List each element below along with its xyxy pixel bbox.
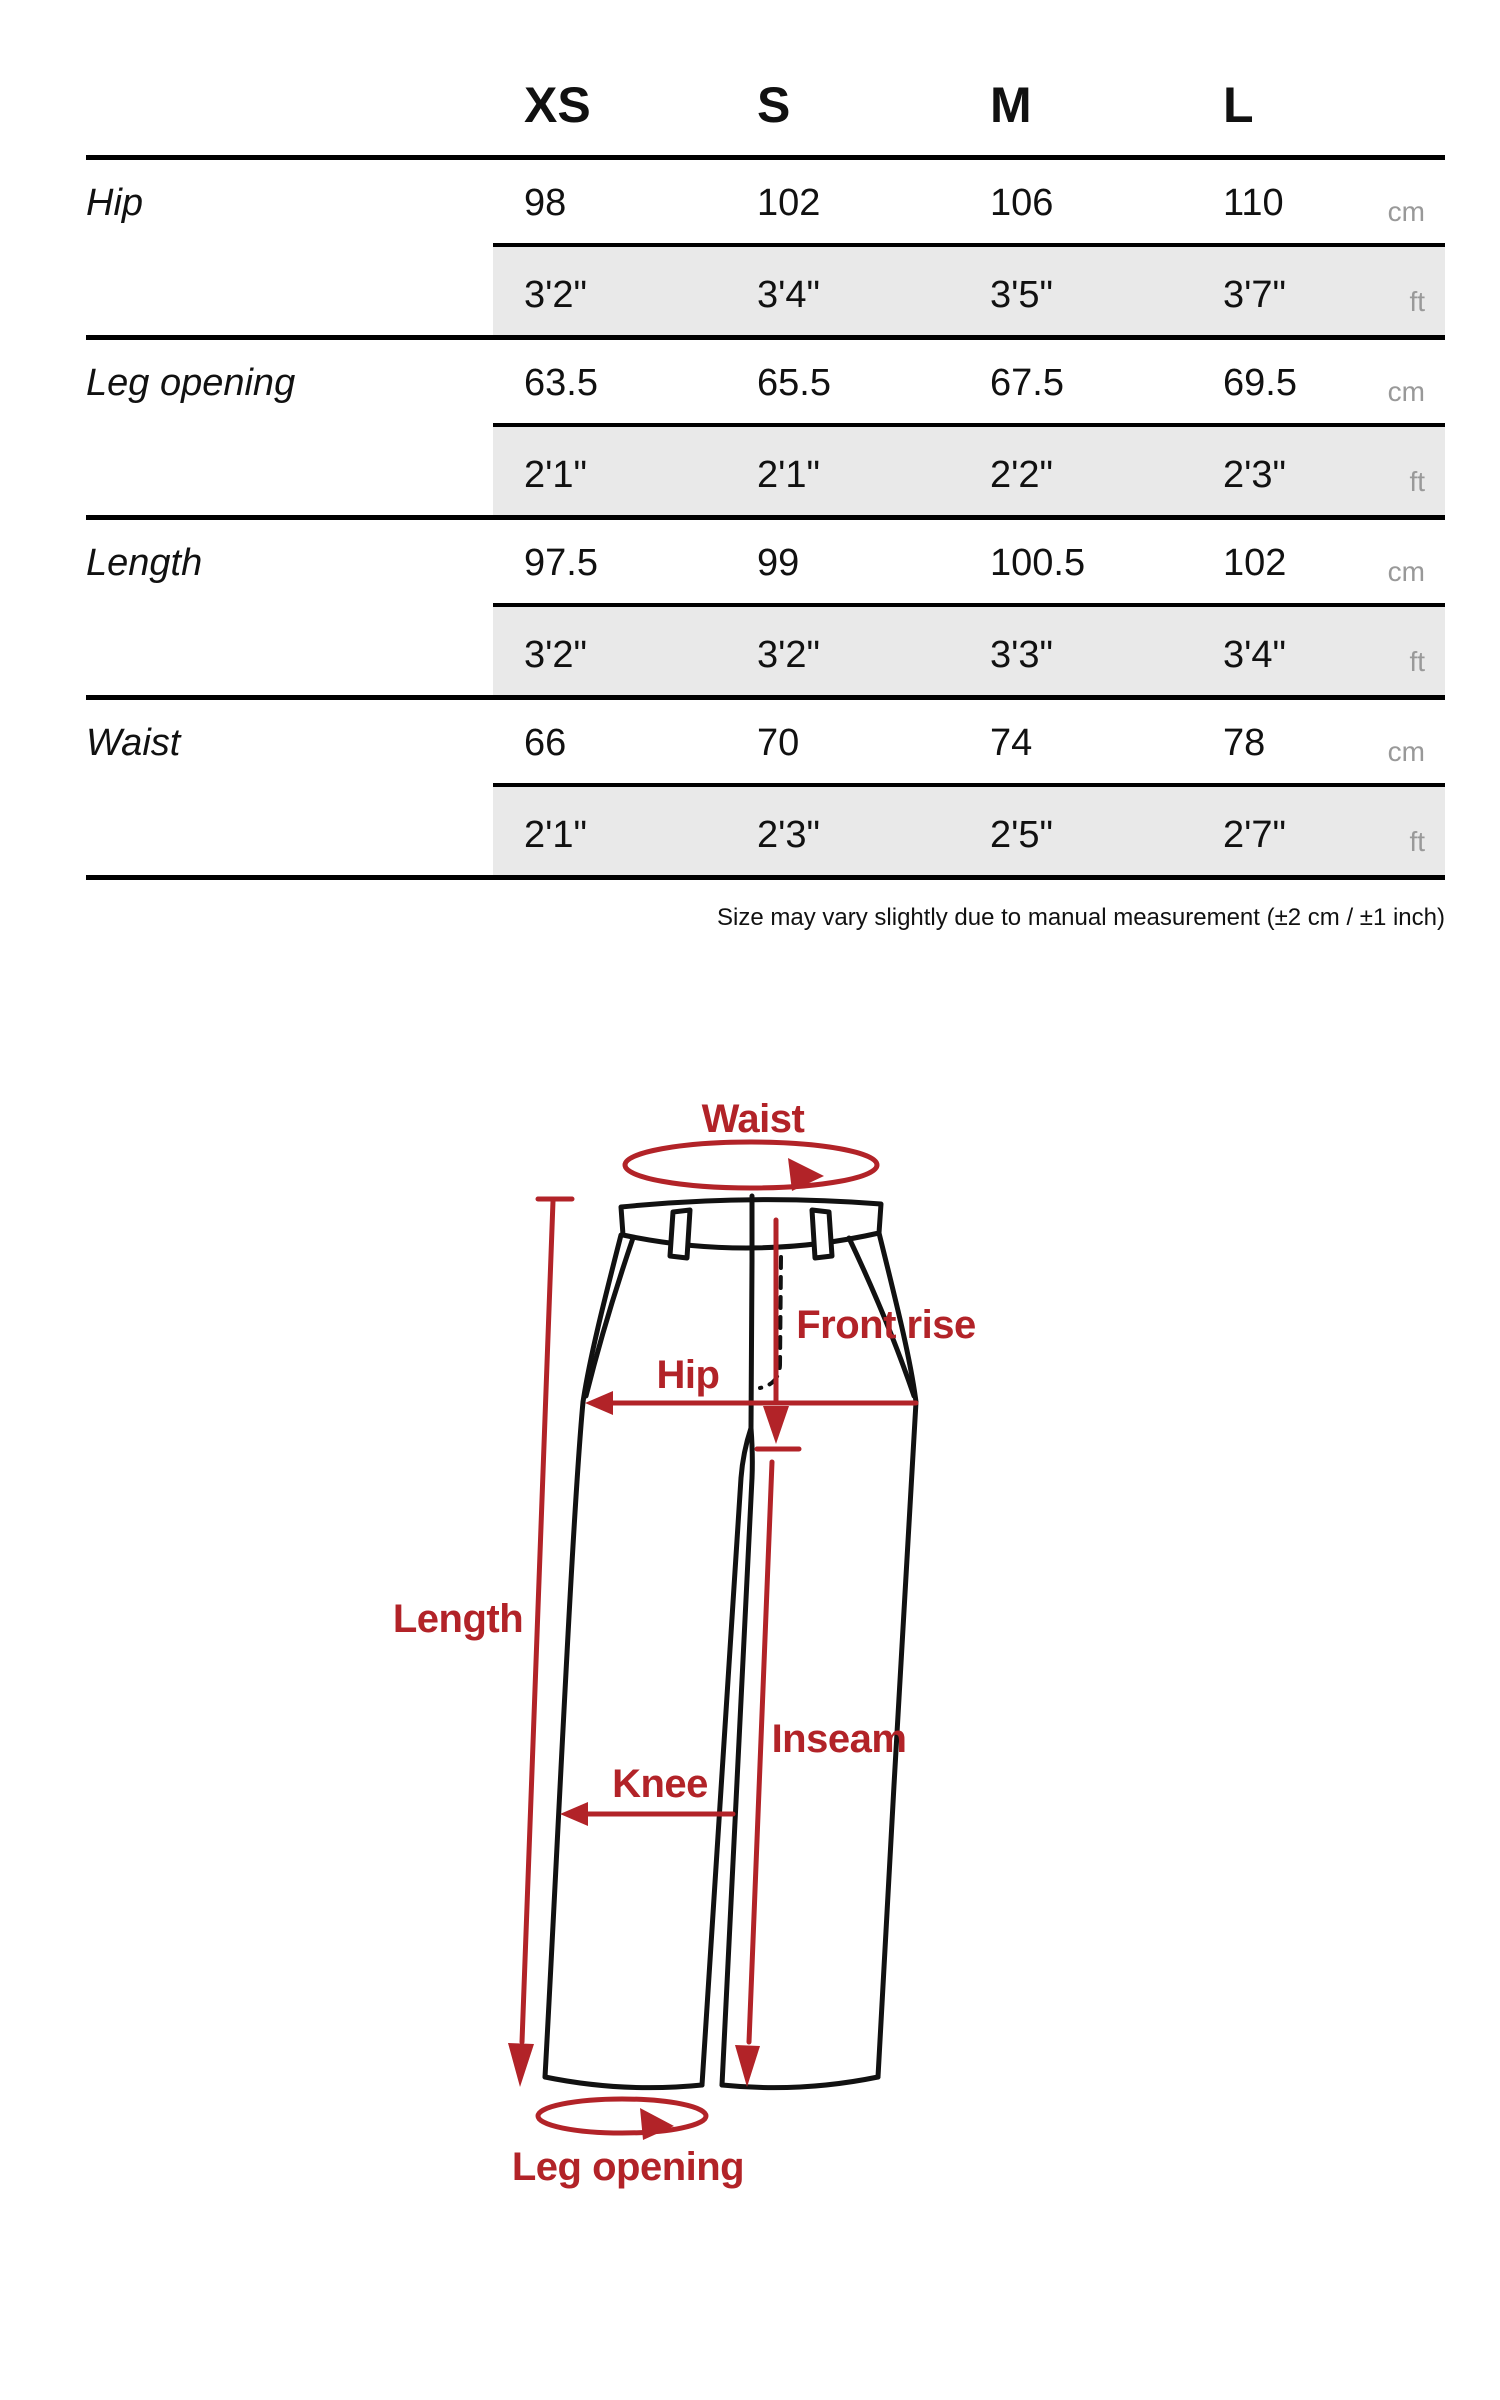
cm-value: 66 — [524, 722, 567, 764]
unit-ft: ft — [1409, 826, 1425, 857]
length-label: Length — [392, 1597, 524, 1641]
inseam-line — [749, 1462, 772, 2042]
cm-value: 74 — [990, 722, 1033, 764]
cm-value: 102 — [1223, 542, 1287, 584]
cm-value: 67.5 — [990, 362, 1064, 404]
ft-band — [493, 607, 1445, 695]
ft-value: 3'7" — [1223, 274, 1287, 316]
cm-value: 70 — [757, 722, 800, 764]
cm-value: 106 — [990, 182, 1054, 224]
size-header-s: S — [757, 77, 791, 133]
waist-label: Waist — [701, 1097, 805, 1141]
left-hem — [545, 2077, 702, 2088]
ft-value: 2'1" — [524, 454, 588, 496]
table-row — [86, 515, 1445, 695]
ft-value: 3'2" — [524, 634, 588, 676]
size-table — [86, 0, 1445, 960]
row-divider — [86, 155, 1445, 160]
cm-value: 110 — [1223, 182, 1284, 224]
ft-band — [493, 787, 1445, 875]
knee-arrowhead — [560, 1802, 588, 1826]
table-row — [86, 155, 1445, 335]
table-row — [86, 335, 1445, 515]
row-label: Waist — [86, 722, 181, 764]
ft-value: 2'5" — [990, 814, 1054, 856]
size-header-l: L — [1223, 77, 1254, 133]
ft-value: 3'3" — [990, 634, 1054, 676]
length-arrowhead — [508, 2043, 534, 2087]
pants-diagram — [300, 1060, 1100, 2250]
measure-marks — [522, 1142, 916, 2133]
inseam-label: Inseam — [771, 1717, 907, 1761]
front-rise-label: Front rise — [796, 1303, 976, 1347]
cm-value: 98 — [524, 182, 567, 224]
cm-value: 65.5 — [757, 362, 831, 404]
ft-value: 3'4" — [757, 274, 821, 316]
right-outer-seam — [878, 1233, 916, 2077]
hip-label: Hip — [656, 1353, 720, 1397]
left-pocket-seam — [586, 1238, 633, 1396]
ft-value: 2'2" — [990, 454, 1054, 496]
cm-value: 100.5 — [990, 542, 1086, 584]
ft-value: 3'2" — [524, 274, 588, 316]
ft-value: 3'2" — [757, 634, 821, 676]
center-seam — [751, 1196, 752, 1428]
leg-opening-label: Leg opening — [511, 2145, 745, 2189]
ft-band — [493, 247, 1445, 335]
row-divider — [86, 515, 1445, 520]
row-divider — [86, 335, 1445, 340]
ft-value: 2'1" — [524, 814, 588, 856]
inseam-arrowhead — [735, 2045, 760, 2087]
hip-arrowhead — [585, 1391, 613, 1415]
size-header-xs: XS — [524, 77, 591, 133]
row-divider — [86, 695, 1445, 700]
ft-value: 3'5" — [990, 274, 1054, 316]
leg-opening-measure-ellipse — [538, 2099, 706, 2133]
ft-value: 2'1" — [757, 454, 821, 496]
unit-ft: ft — [1409, 286, 1425, 317]
measurement-note: Size may vary slightly due to manual measurement (±2 cm / ±1 inch) — [717, 904, 1445, 931]
ft-value: 2'7" — [1223, 814, 1287, 856]
leg-opening-arrowhead — [640, 2108, 674, 2140]
front-rise-arrowhead — [763, 1406, 789, 1444]
waist-measure-ellipse — [625, 1142, 877, 1188]
cm-value: 78 — [1223, 722, 1266, 764]
knee-label: Knee — [612, 1762, 708, 1806]
cm-value: 63.5 — [524, 362, 598, 404]
unit-cm: cm — [1387, 556, 1425, 587]
unit-cm: cm — [1387, 736, 1425, 767]
unit-cm: cm — [1387, 376, 1425, 407]
table-row — [86, 695, 1445, 875]
ft-value: 3'4" — [1223, 634, 1287, 676]
left-outer-seam — [545, 1235, 621, 2077]
ft-value: 2'3" — [1223, 454, 1287, 496]
belt-loop-right — [812, 1210, 832, 1258]
cm-value: 99 — [757, 542, 800, 584]
cm-value: 97.5 — [524, 542, 598, 584]
row-label: Hip — [86, 182, 144, 224]
cm-value: 102 — [757, 182, 821, 224]
length-line — [522, 1201, 553, 2042]
belt-loop-left — [670, 1210, 690, 1258]
cm-value: 69.5 — [1223, 362, 1297, 404]
size-header-m: M — [990, 77, 1032, 133]
unit-ft: ft — [1409, 646, 1425, 677]
unit-ft: ft — [1409, 466, 1425, 497]
unit-cm: cm — [1387, 196, 1425, 227]
table-bottom-border — [86, 875, 1445, 880]
row-label: Length — [86, 542, 203, 584]
ft-band — [493, 427, 1445, 515]
ft-value: 2'3" — [757, 814, 821, 856]
row-label: Leg opening — [86, 362, 296, 404]
